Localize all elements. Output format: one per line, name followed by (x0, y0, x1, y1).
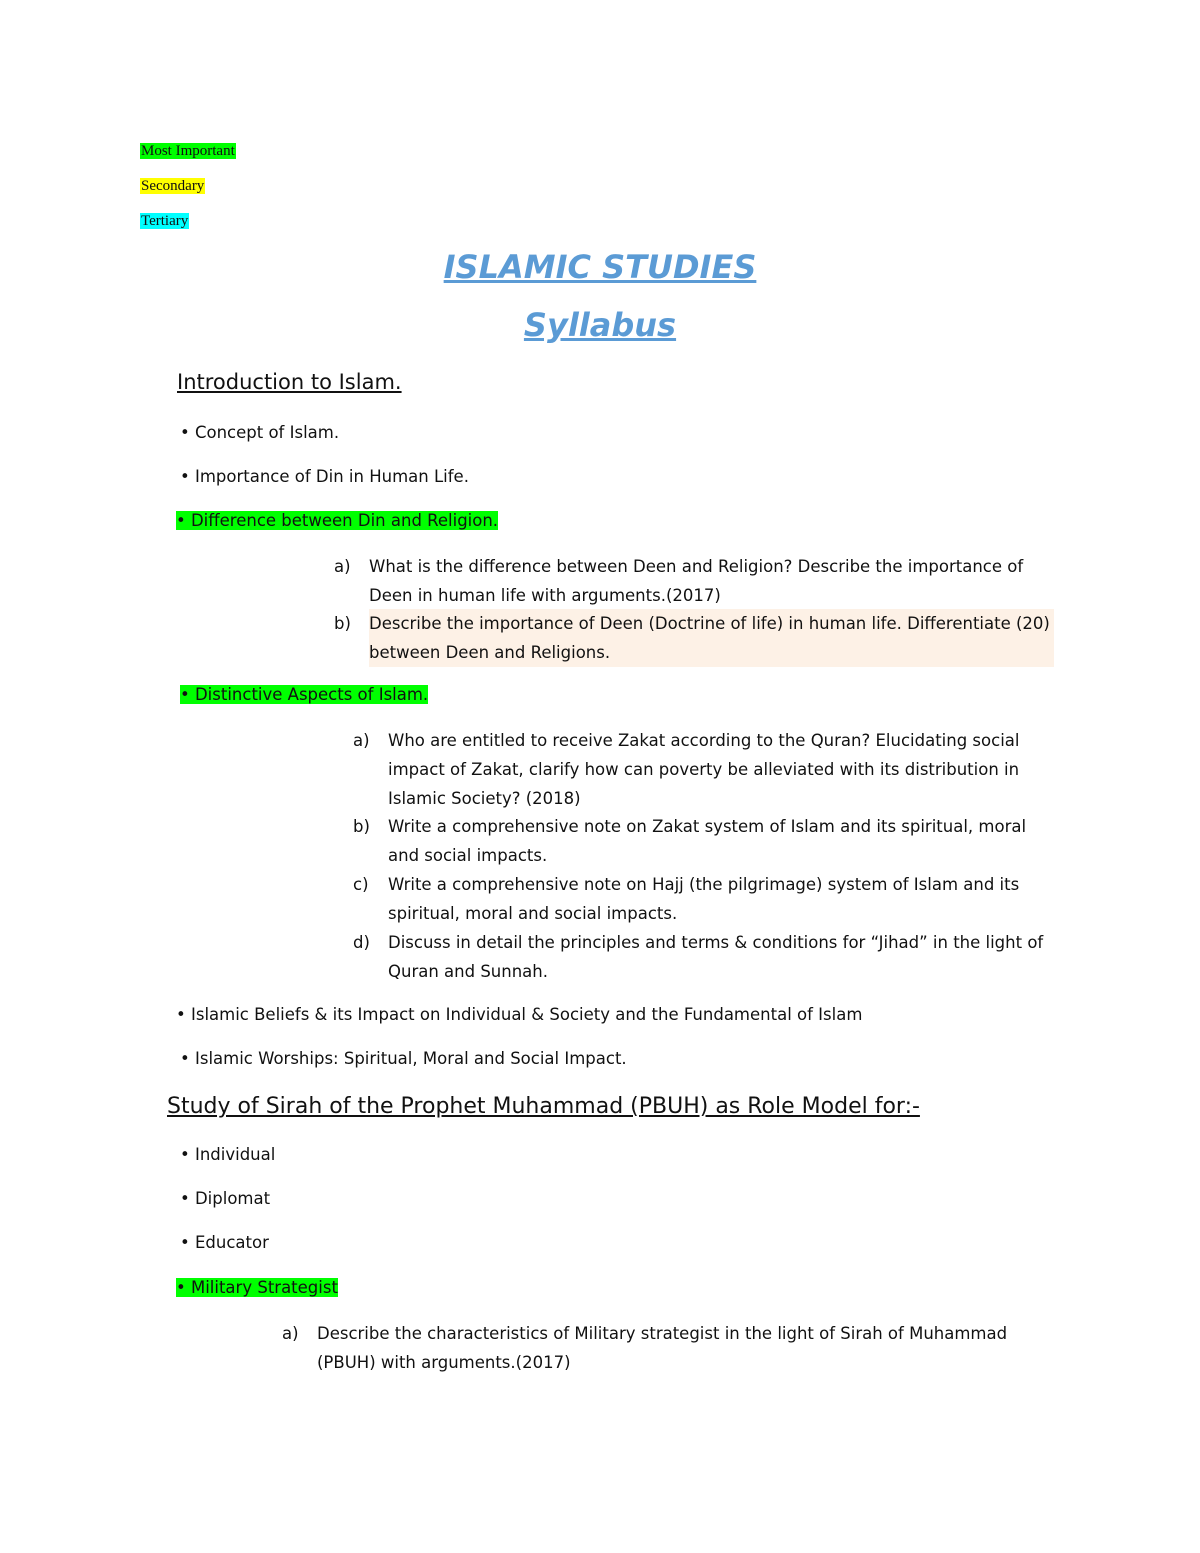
page-subtitle: Syllabus (523, 306, 677, 344)
question-item: b) Describe the importance of Deen (Doctrine of life) in human life. Differentiate (20) between Deen and Religions. (334, 609, 1054, 667)
question-item: a) Who are entitled to receive Zakat according to the Quran? Elucidating social impact of Zakat, clarify how can poverty be alleviated with its distribution in Islamic Society? (2018) (353, 731, 1020, 808)
bullet-diplomat: • Diplomat (180, 1189, 271, 1208)
bullet-military-strategist: • Military Strategist (176, 1278, 338, 1297)
legend-tertiary: Tertiary (141, 213, 189, 229)
question-item: a) Describe the characteristics of Military strategist in the light of Sirah of Muhammad (PBUH) with arguments.(2017) (282, 1324, 1008, 1372)
bullet-islamic-beliefs: • Islamic Beliefs & its Impact on Individual & Society and the Fundamental of Islam (176, 1005, 863, 1024)
bullet-importance-of-din: • Importance of Din in Human Life. (180, 467, 469, 486)
question-item: d) Discuss in detail the principles and terms & conditions for “Jihad” in the light of Quran and Sunnah. (353, 933, 1044, 981)
bullet-educator: • Educator (180, 1233, 269, 1252)
question-item: b) Write a comprehensive note on Zakat system of Islam and its spiritual, moral and social impacts. (353, 817, 1027, 865)
bullet-concept-of-islam: • Concept of Islam. (180, 423, 340, 442)
page-title: ISLAMIC STUDIES (443, 248, 757, 286)
question-item: c) Write a comprehensive note on Hajj (the pilgrimage) system of Islam and its spiritual, moral and social impacts. (353, 875, 1020, 923)
legend-secondary: Secondary (141, 178, 205, 194)
bullet-difference-din-religion: • Difference between Din and Religion. (176, 511, 499, 530)
bullet-individual: • Individual (180, 1145, 276, 1164)
section-heading-introduction: Introduction to Islam. (177, 370, 402, 394)
section-heading-sirah: Study of Sirah of the Prophet Muhammad (PBUH) as Role Model for:- (167, 1094, 920, 1119)
bullet-distinctive-aspects: • Distinctive Aspects of Islam. (180, 685, 429, 704)
legend-most-important: Most Important (141, 143, 235, 159)
question-item: a) What is the difference between Deen and Religion? Describe the importance of Deen in human life with arguments.(2017) (334, 557, 1024, 605)
bullet-islamic-worships: • Islamic Worships: Spiritual, Moral and Social Impact. (180, 1049, 627, 1068)
